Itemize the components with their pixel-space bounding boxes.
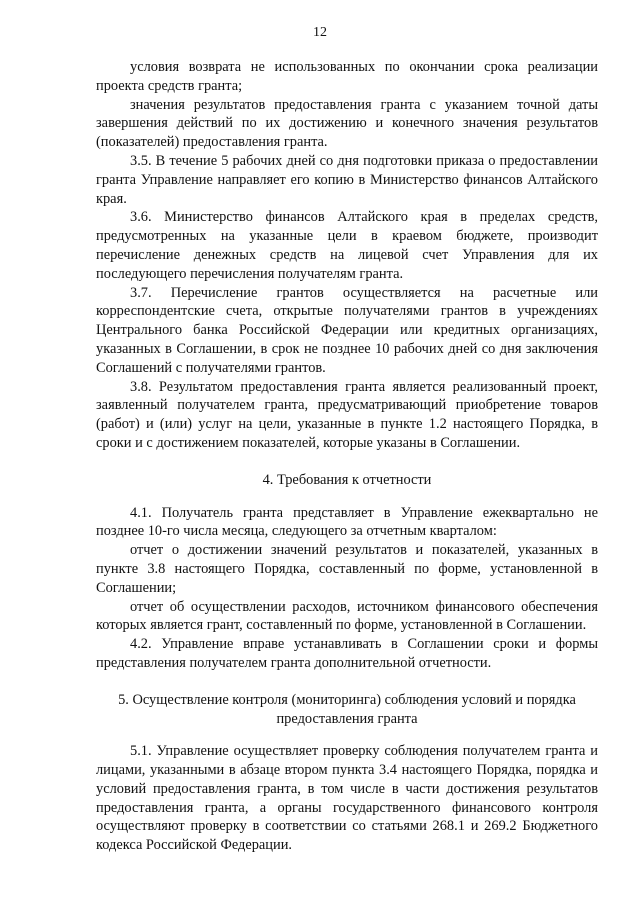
spacer	[96, 673, 598, 691]
paragraph-return-conditions: условия возврата не использованных по окончании срока реализации проекта средств гранта;	[96, 59, 598, 94]
spacer	[96, 453, 598, 471]
paragraph-result-values: значения результатов предоставления гранта с указанием точной даты завершения действий по их достижению и конечного значения результатов (показателей) предоставления гранта.	[96, 96, 598, 151]
paragraph-3-7: 3.7. Перечисление грантов осуществляется на расчетные или корреспондентские счета, открытые получателями грантов в учреждениях Центрального банка Российской Федерации или кредитных организациях, указанных в Соглашении, в срок не позднее 10 рабочих дней со дня заключения Соглашений с получателями грантов.	[96, 284, 598, 376]
paragraph-report-results: отчет о достижении значений результатов и показателей, указанных в пункте 3.8 настоящего Порядка, составленный по форме, установленной в Соглашении;	[96, 542, 598, 596]
paragraph-4-2: 4.2. Управление вправе устанавливать в Соглашении сроки и формы представления получателем гранта дополнительной отчетности.	[96, 636, 598, 671]
page-number: 12	[313, 25, 327, 40]
spacer	[96, 728, 598, 742]
paragraph-4-1: 4.1. Получатель гранта представляет в Управление ежеквартально не позднее 10-го числа месяца, следующего за отчетным кварталом:	[96, 504, 598, 540]
section-4-heading: 4. Требования к отчетности	[262, 471, 432, 488]
document-body	[96, 58, 598, 855]
section-5-heading: 5. Осуществление контроля (мониторинга) соблюдения условий и порядка предоставления гранта	[118, 691, 576, 727]
paragraph-3-5: 3.5. В течение 5 рабочих дней со дня подготовки приказа о предоставлении гранта Управление направляет его копию в Министерство финансов Алтайского края.	[96, 152, 598, 207]
paragraph-report-expenses: отчет об осуществлении расходов, источником финансового обеспечения которых является грант, составленный по форме, установленной в Соглашении.	[96, 598, 598, 634]
paragraph-5-1: 5.1. Управление осуществляет проверку соблюдения получателем гранта и лицами, указанными в абзаце втором пункта 3.4 настоящего Порядка, порядка и условий предоставления гранта, в том числе в части достижения результатов предоставления гранта, а органы государственного финансового контроля осуществляют проверку в соответствии со статьями 268.1 и 269.2 Бюджетного кодекса Российской Федерации.	[96, 743, 598, 854]
paragraph-3-6: 3.6. Министерство финансов Алтайского края в пределах средств, предусмотренных на указанные цели в краевом бюджете, производит перечисление денежных средств на лицевой счет Управления для их последующего перечисления получателям гранта.	[96, 209, 598, 282]
paragraph-3-8: 3.8. Результатом предоставления гранта является реализованный проект, заявленный получателем гранта, предусматривающий приобретение товаров (работ) и (или) услуг на цели, указанные в пункте 1.2 настоящего Порядка, в сроки и с достижением показателей, которые указаны в Соглашении.	[96, 378, 598, 451]
spacer	[96, 490, 598, 504]
